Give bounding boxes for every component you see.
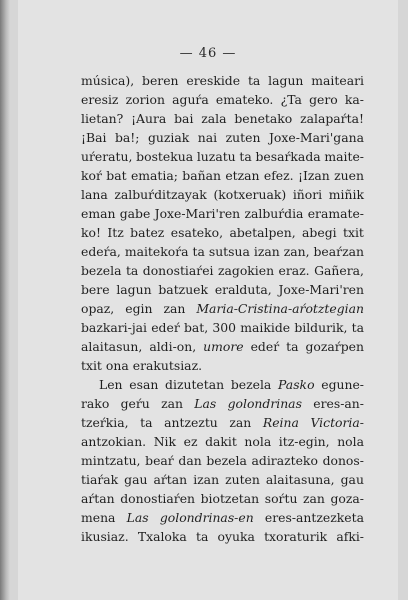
word: ta xyxy=(351,320,364,335)
word: guziak xyxy=(147,130,190,145)
word: bazkari-jai xyxy=(81,320,148,335)
word: eramate- xyxy=(307,206,364,221)
word: abegi xyxy=(302,225,337,240)
scan-edge-shadow xyxy=(0,0,10,600)
word: afki- xyxy=(336,529,364,544)
word: opaz, xyxy=(81,301,115,316)
word: batez xyxy=(130,225,165,240)
word: donos- xyxy=(322,453,364,468)
word: beaŕ xyxy=(145,453,174,468)
word: ¿Ta xyxy=(280,92,302,107)
text-line xyxy=(81,489,364,508)
word: bezela xyxy=(206,453,247,468)
word: Pasko xyxy=(278,377,315,392)
word: Las xyxy=(126,510,149,525)
paragraph xyxy=(81,71,364,375)
word: txoraturik xyxy=(264,529,328,544)
word: zuten xyxy=(225,130,261,145)
word: música), xyxy=(81,73,135,88)
word: zalbuŕditzayak xyxy=(114,187,207,202)
word: tiaŕak xyxy=(81,472,119,487)
word: zuten xyxy=(225,472,260,487)
text-line xyxy=(81,128,364,147)
word: donostiaŕen xyxy=(120,491,196,506)
word: maikide xyxy=(240,320,291,335)
word: nola xyxy=(337,434,364,449)
word: nai xyxy=(197,130,218,145)
word: aguŕa xyxy=(172,92,209,107)
word: ikusiaz. xyxy=(81,529,129,544)
text-line xyxy=(81,356,364,375)
word: ematia; xyxy=(130,168,178,183)
word: dan xyxy=(178,453,202,468)
word: koŕ xyxy=(81,168,102,183)
word: zan xyxy=(229,415,252,430)
text-line xyxy=(81,223,364,242)
word: nola xyxy=(244,434,272,449)
word: bat, xyxy=(183,320,209,335)
word: maitekoŕa xyxy=(124,244,189,259)
word: Joxe-Mari'ren xyxy=(278,282,364,297)
word: emateko. xyxy=(215,92,274,107)
text-line xyxy=(81,527,364,546)
text-line xyxy=(81,71,364,90)
word: zorion xyxy=(125,92,165,107)
body-text xyxy=(81,71,364,546)
word: gozaŕpen xyxy=(305,339,364,354)
word: eres-an- xyxy=(313,396,364,411)
word: Itz xyxy=(107,225,124,240)
text-line xyxy=(81,204,364,223)
word: antzokian. xyxy=(81,434,147,449)
word: (kotxeruak) xyxy=(213,187,287,202)
word: lana xyxy=(81,187,108,202)
word: bere xyxy=(81,282,110,297)
word: ¡Bai xyxy=(81,130,107,145)
word: mintzatu, xyxy=(81,453,141,468)
word: ereskide xyxy=(186,73,241,88)
word: ta xyxy=(239,149,252,164)
word: erakutsiaz. xyxy=(132,358,203,373)
word: zan xyxy=(303,491,325,506)
paragraph xyxy=(81,375,364,546)
word: aŕtan xyxy=(153,472,188,487)
word: lagun xyxy=(268,73,304,88)
text-line xyxy=(81,318,364,337)
word: gau xyxy=(340,472,364,487)
word: ona xyxy=(105,358,129,373)
word: aŕtan xyxy=(81,491,115,506)
text-line xyxy=(81,90,364,109)
word: golondrinas xyxy=(227,396,302,411)
word: gabe xyxy=(119,206,151,221)
word: donostiaŕei xyxy=(142,263,214,278)
word: edeŕ xyxy=(151,320,180,335)
word: Victoria- xyxy=(310,415,364,430)
word: esateko, xyxy=(170,225,224,240)
word: ta xyxy=(247,73,261,88)
word: Nik xyxy=(153,434,177,449)
book-page xyxy=(18,0,398,600)
word: izan xyxy=(253,244,280,259)
word: uŕeratu, xyxy=(81,149,133,164)
word: bezela xyxy=(230,377,272,392)
word: ta xyxy=(125,263,139,278)
word: besaŕkada xyxy=(255,149,321,164)
word: golondrinas-en xyxy=(159,510,254,525)
text-line xyxy=(81,185,364,204)
word: ez xyxy=(183,434,198,449)
word: gero xyxy=(309,92,338,107)
word: eresiz xyxy=(81,92,119,107)
word: abetalpen, xyxy=(229,225,296,240)
word: txit xyxy=(81,358,102,373)
word: ¡Aura xyxy=(131,111,167,126)
word: esan xyxy=(129,377,159,392)
word: aldi-on, xyxy=(149,339,197,354)
word: beaŕzan xyxy=(313,244,364,259)
word: ta xyxy=(286,339,299,354)
word: 300 xyxy=(212,320,237,335)
text-line xyxy=(81,166,364,185)
word: Joxe-Mari'ren xyxy=(154,206,241,221)
word: ba!; xyxy=(114,130,140,145)
word: edeŕ xyxy=(250,339,280,354)
word: Joxe-Mari'gana xyxy=(268,130,364,145)
word: ta xyxy=(195,529,209,544)
word: oyuka xyxy=(217,529,255,544)
text-line xyxy=(81,280,364,299)
word: eman xyxy=(81,206,116,221)
word: Las xyxy=(194,396,217,411)
word: geŕu xyxy=(120,396,150,411)
text-line xyxy=(81,242,364,261)
word: zan xyxy=(163,301,186,316)
word: bezela xyxy=(81,263,122,278)
word: izan xyxy=(193,472,220,487)
text-line xyxy=(81,147,364,166)
word: zagokien xyxy=(217,263,275,278)
word: txit xyxy=(343,225,364,240)
word: bai xyxy=(174,111,194,126)
text-line xyxy=(81,337,364,356)
word: tzeŕkia, xyxy=(81,415,129,430)
word: umore xyxy=(203,339,244,354)
word: bostekua xyxy=(136,149,194,164)
word: efez. xyxy=(263,168,294,183)
text-line xyxy=(81,375,364,394)
word: zuen xyxy=(334,168,364,183)
word: ta xyxy=(140,415,153,430)
word: zan, xyxy=(283,244,310,259)
text-line xyxy=(81,451,364,470)
word: lagun xyxy=(116,282,152,297)
word: zalbuŕdia xyxy=(244,206,304,221)
word: eraz. xyxy=(278,263,310,278)
word: ko! xyxy=(81,225,101,240)
word: maite- xyxy=(324,149,364,164)
word: zala xyxy=(201,111,227,126)
word: adirazteko xyxy=(251,453,318,468)
word: alaitasuna, xyxy=(265,472,335,487)
word: lietan? xyxy=(81,111,124,126)
word: eres-antzezketa xyxy=(264,510,364,525)
text-line xyxy=(81,394,364,413)
text-line xyxy=(81,299,364,318)
text-line xyxy=(81,413,364,432)
word: ¡Izan xyxy=(297,168,330,183)
word: dakit xyxy=(205,434,237,449)
word: eralduta, xyxy=(214,282,272,297)
word: zalapaŕta! xyxy=(300,111,364,126)
word: Gañera, xyxy=(314,263,364,278)
word: Len xyxy=(99,377,123,392)
word: bat xyxy=(106,168,127,183)
word: miñik xyxy=(328,187,364,202)
text-line xyxy=(81,508,364,527)
word: rako xyxy=(81,396,110,411)
word: zan xyxy=(161,396,183,411)
word: bildurik, xyxy=(294,320,348,335)
word: ka- xyxy=(344,92,364,107)
word: bañan xyxy=(182,168,221,183)
word: itz-egin, xyxy=(278,434,330,449)
text-line xyxy=(81,109,364,128)
word: soŕtu xyxy=(264,491,298,506)
word: ta xyxy=(192,244,205,259)
word: gau xyxy=(124,472,148,487)
word: batzuek xyxy=(158,282,209,297)
text-line xyxy=(81,470,364,489)
word: maiteari xyxy=(311,73,364,88)
word: luzatu xyxy=(196,149,236,164)
text-line xyxy=(81,261,364,280)
word: dizutetan xyxy=(165,377,225,392)
word: egune- xyxy=(321,377,364,392)
word: benetako xyxy=(234,111,293,126)
word: etzan xyxy=(225,168,260,183)
word: Reina xyxy=(262,415,299,430)
word: mena xyxy=(81,510,116,525)
word: Maria-Cristina-aŕotztegian xyxy=(196,301,364,316)
word: antzeztu xyxy=(164,415,218,430)
word: edeŕa, xyxy=(81,244,121,259)
word: egin xyxy=(125,301,153,316)
word: sutsua xyxy=(208,244,250,259)
word: Txaloka xyxy=(137,529,187,544)
word: beren xyxy=(142,73,179,88)
word: iñori xyxy=(292,187,323,202)
word: alaitasun, xyxy=(81,339,143,354)
page-number: — 46 — xyxy=(179,46,237,61)
text-line xyxy=(81,432,364,451)
word: biotzetan xyxy=(200,491,260,506)
word: goza- xyxy=(330,491,364,506)
